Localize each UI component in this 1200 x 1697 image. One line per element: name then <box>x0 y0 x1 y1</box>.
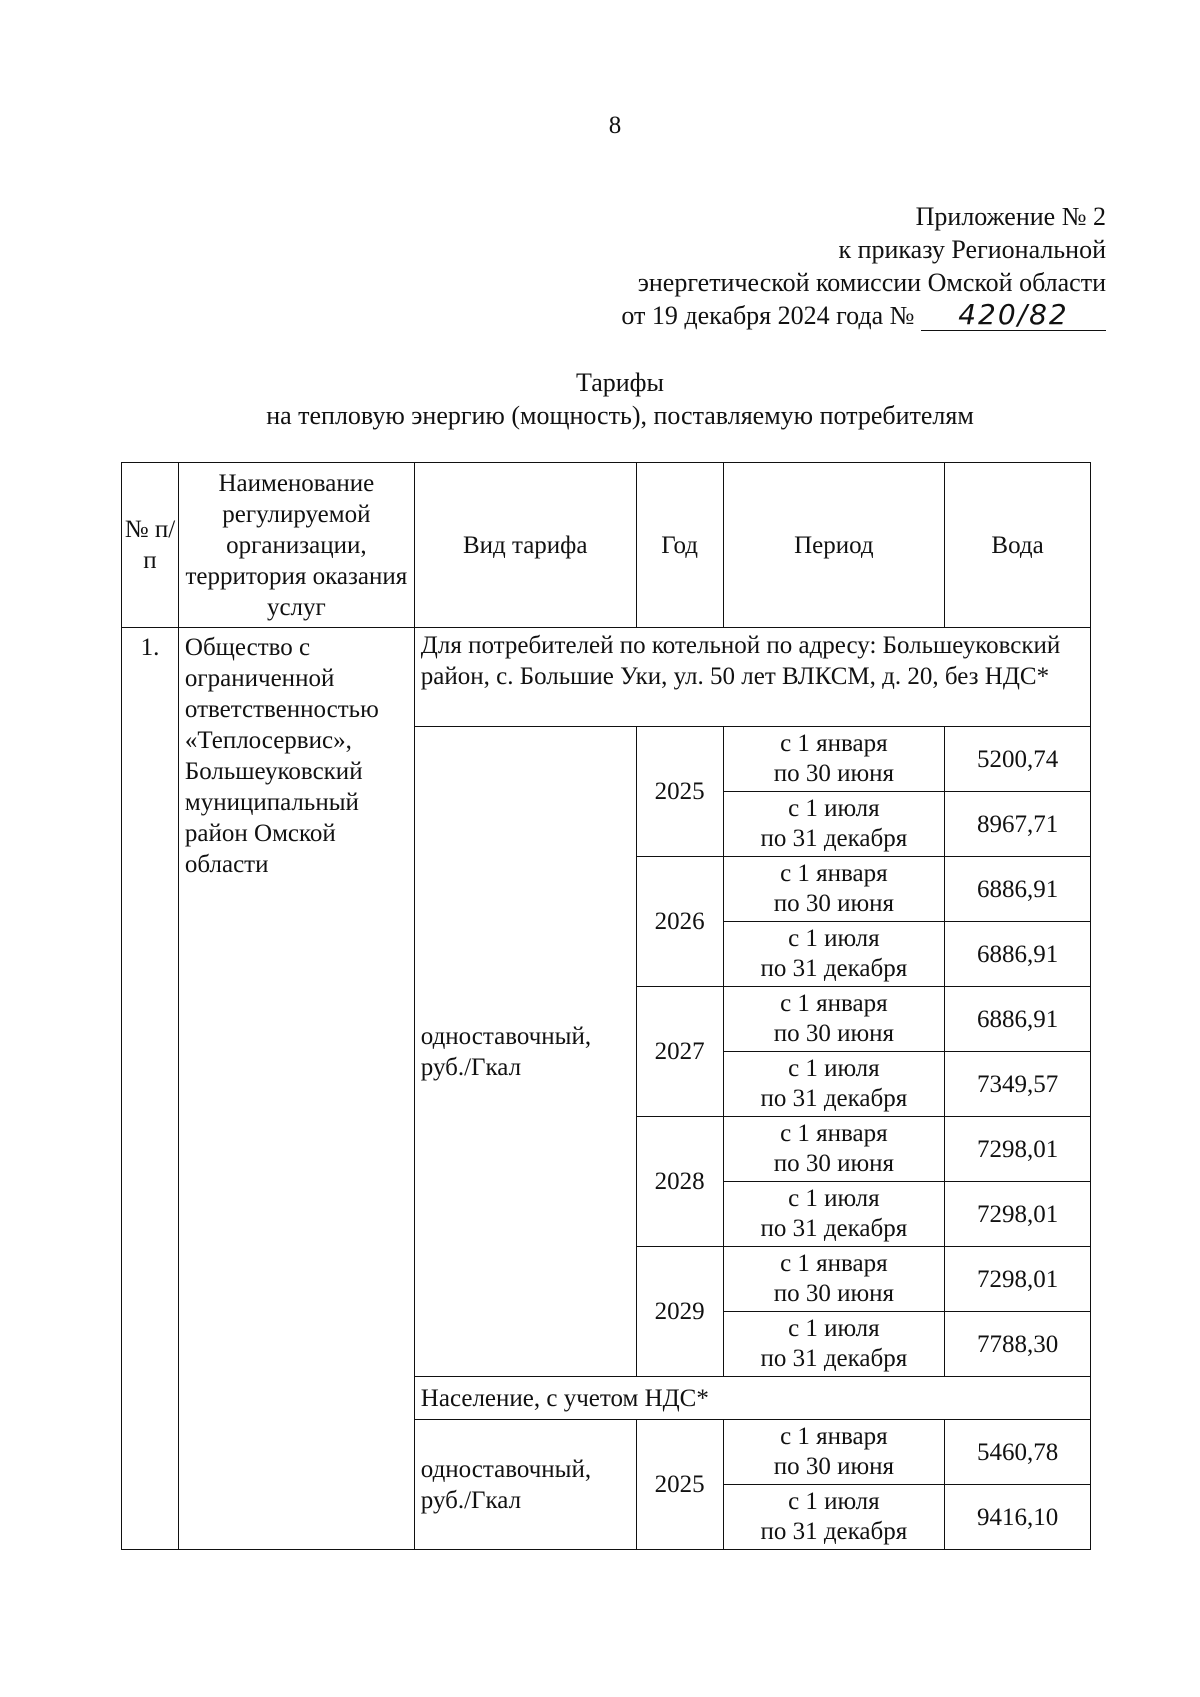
period-start: с 1 июля <box>788 925 880 952</box>
period-end: по 31 декабря <box>760 1518 908 1545</box>
appendix-date-line <box>621 299 1106 332</box>
period-cell <box>723 792 945 857</box>
period-cell <box>723 1312 945 1377</box>
period-end: по 31 декабря <box>760 1345 908 1372</box>
period-cell <box>723 1247 945 1312</box>
period-cell <box>723 727 945 792</box>
period-end: по 30 июня <box>773 1150 894 1177</box>
year-cell: 2026 <box>636 857 723 987</box>
tariff-type: одноставочный, руб./Гкал <box>414 1420 636 1550</box>
water-tariff-value: 8967,71 <box>945 792 1091 857</box>
period-start: с 1 января <box>780 1120 888 1147</box>
period-cell <box>723 922 945 987</box>
period-end: по 30 июня <box>773 1280 894 1307</box>
table-header-row <box>122 463 1091 628</box>
page-number: 8 <box>608 112 622 139</box>
period-start: с 1 июля <box>788 1488 880 1515</box>
water-tariff-value: 6886,91 <box>945 922 1091 987</box>
title-subtitle: на тепловую энергию (мощность), поставляемую потребителям <box>266 401 974 430</box>
period-cell <box>723 1052 945 1117</box>
appendix-order-ref: к приказу Региональной <box>838 235 1106 264</box>
period-end: по 30 июня <box>773 890 894 917</box>
appendix-header <box>621 200 1106 332</box>
year-cell: 2027 <box>636 987 723 1117</box>
water-tariff-value: 7349,57 <box>945 1052 1091 1117</box>
title-main: Тарифы <box>575 368 664 397</box>
handwritten-order-number: 420/82 <box>921 300 1106 331</box>
period-cell <box>723 1182 945 1247</box>
header-water: Вода <box>945 463 1091 628</box>
appendix-commission: энергетической комиссии Омской области <box>637 268 1106 297</box>
header-period: Период <box>723 463 945 628</box>
period-end: по 31 декабря <box>760 825 908 852</box>
group-title: Для потребителей по котельной по адресу: Большеуковский район, с. Большие Уки, ул. 50 лет ВЛКСМ, д. 20, без НДС* <box>414 628 1090 727</box>
period-cell <box>723 1420 945 1485</box>
tariff-table <box>121 462 1091 1550</box>
period-start: с 1 июля <box>788 1315 880 1342</box>
period-start: с 1 июля <box>788 1055 880 1082</box>
appendix-date: от 19 декабря 2024 года № <box>621 301 915 330</box>
period-start: с 1 января <box>780 1423 888 1450</box>
appendix-title: Приложение № 2 <box>915 202 1106 231</box>
period-cell <box>723 857 945 922</box>
table-row <box>122 628 1091 727</box>
water-tariff-value: 6886,91 <box>945 857 1091 922</box>
period-start: с 1 июля <box>788 795 880 822</box>
period-end: по 30 июня <box>773 1020 894 1047</box>
header-num: № п/п <box>122 463 179 628</box>
group-title: Население, с учетом НДС* <box>414 1377 1090 1420</box>
water-tariff-value: 7298,01 <box>945 1247 1091 1312</box>
header-year: Год <box>636 463 723 628</box>
period-start: с 1 июля <box>788 1185 880 1212</box>
period-end: по 30 июня <box>773 760 894 787</box>
tariff-type: одноставочный, руб./Гкал <box>414 727 636 1377</box>
period-cell <box>723 987 945 1052</box>
water-tariff-value: 5460,78 <box>945 1420 1091 1485</box>
period-start: с 1 января <box>780 730 888 757</box>
table-body <box>122 628 1091 1550</box>
period-end: по 30 июня <box>773 1453 894 1480</box>
period-start: с 1 января <box>780 990 888 1017</box>
period-end: по 31 декабря <box>760 955 908 982</box>
period-end: по 31 декабря <box>760 1215 908 1242</box>
water-tariff-value: 7788,30 <box>945 1312 1091 1377</box>
period-start: с 1 января <box>780 860 888 887</box>
water-tariff-value: 5200,74 <box>945 727 1091 792</box>
organization-name: Общество с ограниченной ответственностью «Теплосервис», Большеуковский муниципальный район Омской области <box>178 628 414 1550</box>
year-cell: 2025 <box>636 1420 723 1550</box>
period-start: с 1 января <box>780 1250 888 1277</box>
period-end: по 31 декабря <box>760 1085 908 1112</box>
row-number: 1. <box>122 628 179 1550</box>
header-type: Вид тарифа <box>414 463 636 628</box>
water-tariff-value: 6886,91 <box>945 987 1091 1052</box>
year-cell: 2028 <box>636 1117 723 1247</box>
document-title <box>0 366 1200 432</box>
year-cell: 2029 <box>636 1247 723 1377</box>
water-tariff-value: 7298,01 <box>945 1117 1091 1182</box>
period-cell <box>723 1117 945 1182</box>
header-org: Наименование регулируемой организации, территория оказания услуг <box>178 463 414 628</box>
year-cell: 2025 <box>636 727 723 857</box>
water-tariff-value: 7298,01 <box>945 1182 1091 1247</box>
period-cell <box>723 1485 945 1550</box>
water-tariff-value: 9416,10 <box>945 1485 1091 1550</box>
